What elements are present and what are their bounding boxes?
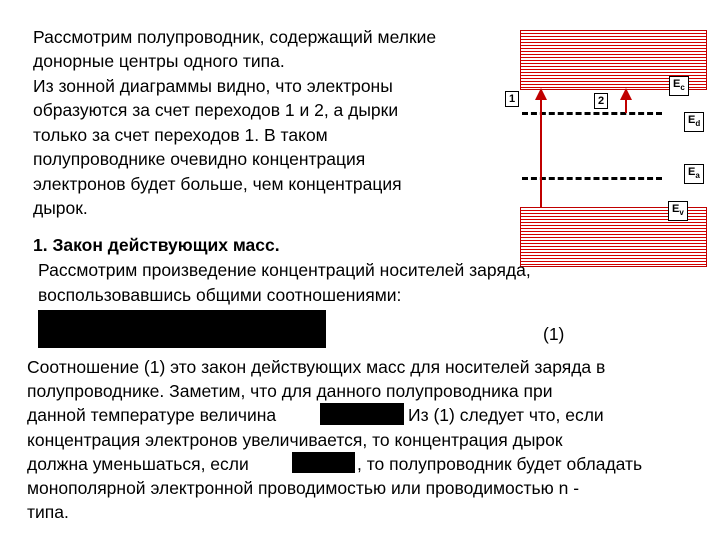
- ea-label: $E_a$: [684, 164, 704, 184]
- intro-line: электронов будет больше, чем концентрация: [33, 174, 402, 194]
- body-line: данной температуре величина: [27, 405, 277, 425]
- transition-1-arrow: [540, 98, 542, 208]
- body-line: монополярной электронной проводимостью или проводимостью n -: [27, 478, 580, 498]
- body-line: Соотношение (1) это закон действующих масс для носителей заряда в: [27, 357, 606, 377]
- transition-2-arrowhead: [620, 88, 632, 100]
- body-line: , то полупроводник будет обладать: [357, 454, 643, 474]
- section-line: Рассмотрим произведение концентраций носителей заряда,: [38, 260, 531, 280]
- formula-image: [292, 452, 355, 473]
- intro-line: дырок.: [33, 198, 88, 218]
- equation-number: (1): [543, 324, 565, 344]
- intro-line: Рассмотрим полупроводник, содержащий мелкие: [33, 27, 437, 47]
- section-heading: 1. Закон действующих масс.: [33, 235, 280, 255]
- body-line: концентрация электронов увеличивается, то концентрация дырок: [27, 430, 563, 450]
- intro-line: полупроводнике очевидно концентрация: [33, 149, 366, 169]
- ed-label: $E_d$: [684, 112, 704, 132]
- donor-level-line: [522, 112, 662, 115]
- transition-1-label: 1: [505, 91, 519, 107]
- intro-line: донорные центры одного типа.: [33, 51, 285, 71]
- equation-image: [38, 310, 326, 348]
- transition-2-arrow: [625, 100, 627, 113]
- body-line: Из (1) следует что, если: [408, 405, 604, 425]
- transition-2-label: 2: [594, 93, 608, 109]
- body-line: полупроводнике. Заметим, что для данного полупроводника при: [27, 381, 553, 401]
- intro-line: только за счет переходов 1. В таком: [33, 125, 328, 145]
- ec-label: $E_c$: [669, 76, 689, 96]
- transition-1-arrowhead: [535, 88, 547, 100]
- acceptor-level-line: [522, 177, 662, 180]
- body-line: должна уменьшаться, если: [27, 454, 249, 474]
- intro-line: Из зонной диаграммы видно, что электроны: [33, 76, 393, 96]
- intro-line: образуются за счет переходов 1 и 2, а дырки: [33, 100, 399, 120]
- ev-label: $E_v$: [668, 201, 688, 221]
- body-line: типа.: [27, 502, 69, 522]
- section-line: воспользовавшись общими соотношениями:: [38, 285, 402, 305]
- formula-image: [320, 403, 404, 425]
